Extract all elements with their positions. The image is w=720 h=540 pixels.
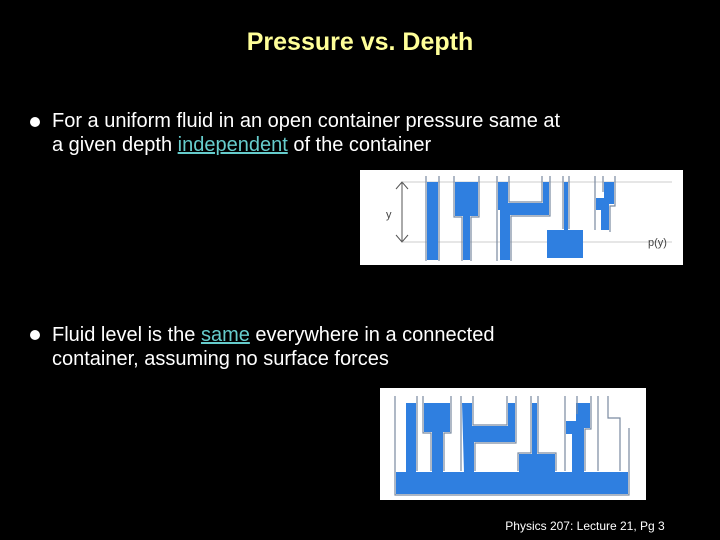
fluid-conn-funnel (424, 403, 450, 473)
highlight-same: same (200, 324, 250, 346)
bullet-text-1 (52, 109, 560, 157)
fluid-stepped (498, 182, 549, 260)
connected-containers-svg (380, 388, 646, 500)
fluid-conn-tube-1 (406, 403, 416, 473)
bullet-text-2 (52, 323, 494, 371)
slide-footer: Physics 207: Lecture 21, Pg 3 (505, 519, 665, 533)
bullet-2-line-1: Fluid level is the same everywhere in a connected (52, 324, 495, 346)
p-label: p(y) (648, 237, 667, 249)
fluid-box (547, 230, 583, 258)
fluid-tube-1 (427, 182, 438, 260)
bullet-dot-1 (30, 117, 40, 127)
fluid-funnel (455, 182, 478, 260)
slide-title: Pressure vs. Depth (246, 28, 474, 56)
bullet-dot-2 (30, 330, 40, 340)
fluid-thin-tube (564, 182, 568, 230)
y-label: y (386, 209, 392, 221)
highlight-independent: independent (177, 134, 288, 156)
bullet-2-line-2: container, assuming no surface forces (52, 348, 389, 370)
bullet-1-line-1: For a uniform fluid in an open container pressure same at (52, 110, 561, 132)
open-containers-svg (360, 170, 683, 265)
fluid-conn-thin-tube (532, 403, 537, 455)
fluid-base-channel (396, 472, 628, 494)
bullet-1-line-2: a given depth independent of the container (52, 134, 432, 156)
fluid-conn-box (519, 454, 555, 474)
fluid-conn-zigzag (566, 403, 590, 473)
connected-containers-diagram (380, 388, 646, 500)
open-containers-diagram (360, 170, 683, 265)
